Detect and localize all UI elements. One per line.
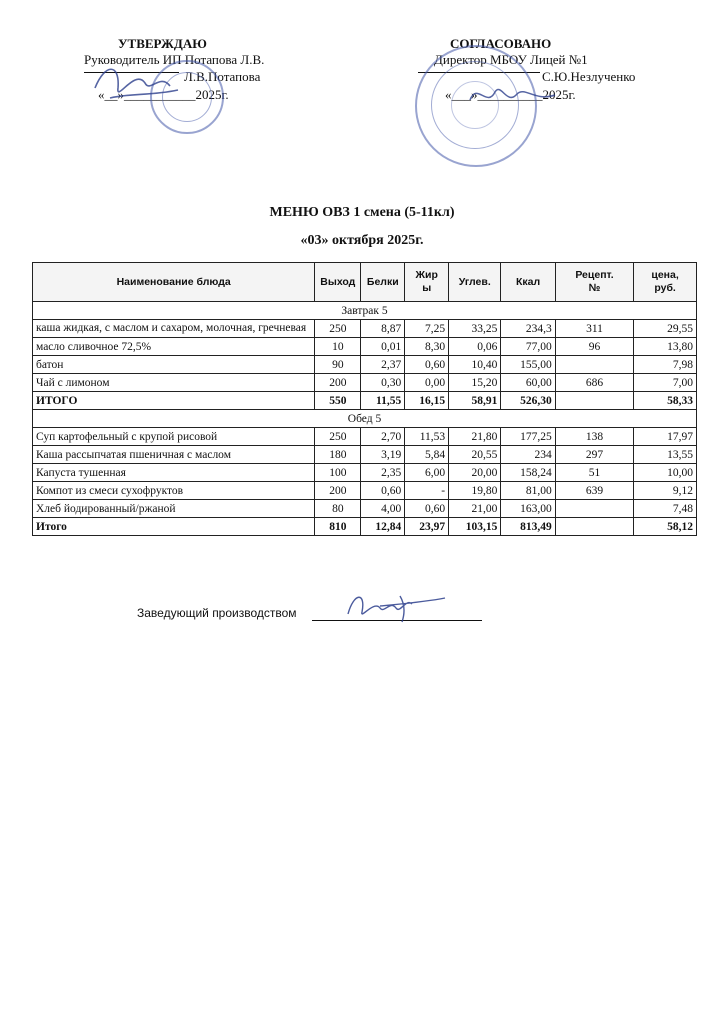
cell-fat: 8,30 bbox=[405, 338, 449, 356]
cell-carbs: 20,00 bbox=[449, 464, 501, 482]
total-recipe bbox=[555, 518, 633, 536]
cell-output: 90 bbox=[315, 356, 361, 374]
cell-recipe: 51 bbox=[555, 464, 633, 482]
cell-price: 13,55 bbox=[634, 446, 697, 464]
cell-carbs: 33,25 bbox=[449, 320, 501, 338]
cell-recipe bbox=[555, 500, 633, 518]
cell-fat: 6,00 bbox=[405, 464, 449, 482]
approve-position: Руководитель ИП Потапова Л.В. bbox=[84, 52, 265, 67]
cell-output: 250 bbox=[315, 428, 361, 446]
cell-fat: 0,00 bbox=[405, 374, 449, 392]
col-header-output: Выход bbox=[315, 263, 361, 302]
cell-kcal: 234 bbox=[501, 446, 555, 464]
cell-carbs: 19,80 bbox=[449, 482, 501, 500]
table-row bbox=[33, 320, 697, 338]
cell-output: 200 bbox=[315, 374, 361, 392]
cell-carbs: 20,55 bbox=[449, 446, 501, 464]
total-protein: 12,84 bbox=[361, 518, 405, 536]
cell-price: 9,12 bbox=[634, 482, 697, 500]
cell-carbs: 0,06 bbox=[449, 338, 501, 356]
total-kcal: 526,30 bbox=[501, 392, 555, 410]
cell-name: Хлеб йодированный/ржаной bbox=[33, 500, 315, 518]
total-price: 58,33 bbox=[634, 392, 697, 410]
table-row bbox=[33, 356, 697, 374]
cell-recipe: 297 bbox=[555, 446, 633, 464]
cell-output: 200 bbox=[315, 482, 361, 500]
col-header-fat: Жир ы bbox=[405, 263, 449, 302]
table-row bbox=[33, 446, 697, 464]
total-price: 58,12 bbox=[634, 518, 697, 536]
total-protein: 11,55 bbox=[361, 392, 405, 410]
cell-recipe: 96 bbox=[555, 338, 633, 356]
table-row bbox=[33, 482, 697, 500]
cell-name: Каша рассыпчатая пшеничная с маслом bbox=[33, 446, 315, 464]
table-row bbox=[33, 338, 697, 356]
col-header-carbs: Углев. bbox=[449, 263, 501, 302]
cell-fat: 0,60 bbox=[405, 356, 449, 374]
col-header-name: Наименование блюда bbox=[33, 263, 315, 302]
cell-kcal: 234,3 bbox=[501, 320, 555, 338]
cell-name: батон bbox=[33, 356, 315, 374]
cell-output: 10 bbox=[315, 338, 361, 356]
total-carbs: 58,91 bbox=[449, 392, 501, 410]
cell-kcal: 77,00 bbox=[501, 338, 555, 356]
section-label: Обед 5 bbox=[33, 410, 697, 428]
cell-protein: 0,60 bbox=[361, 482, 405, 500]
cell-name: Капуста тушенная bbox=[33, 464, 315, 482]
section-row bbox=[33, 302, 697, 320]
cell-fat: 11,53 bbox=[405, 428, 449, 446]
agree-position: Директор МБОУ Лицей №1 bbox=[434, 52, 588, 67]
total-name: ИТОГО bbox=[33, 392, 315, 410]
footer-label: Заведующий производством bbox=[137, 606, 297, 620]
cell-carbs: 21,00 bbox=[449, 500, 501, 518]
agree-date: «___»__________2025г. bbox=[445, 87, 576, 102]
cell-protein: 8,87 bbox=[361, 320, 405, 338]
agree-heading: СОГЛАСОВАНО bbox=[450, 36, 552, 51]
cell-output: 80 bbox=[315, 500, 361, 518]
total-output: 550 bbox=[315, 392, 361, 410]
cell-price: 29,55 bbox=[634, 320, 697, 338]
cell-fat: 0,60 bbox=[405, 500, 449, 518]
total-row bbox=[33, 518, 697, 536]
section-row bbox=[33, 410, 697, 428]
cell-name: Компот из смеси сухофруктов bbox=[33, 482, 315, 500]
cell-name: масло сливочное 72,5% bbox=[33, 338, 315, 356]
table-row bbox=[33, 500, 697, 518]
cell-protein: 2,35 bbox=[361, 464, 405, 482]
menu-table bbox=[32, 262, 697, 536]
cell-recipe: 686 bbox=[555, 374, 633, 392]
cell-price: 7,98 bbox=[634, 356, 697, 374]
approve-date: «__»___________2025г. bbox=[98, 87, 229, 102]
cell-output: 250 bbox=[315, 320, 361, 338]
total-fat: 23,97 bbox=[405, 518, 449, 536]
cell-recipe: 639 bbox=[555, 482, 633, 500]
total-row bbox=[33, 392, 697, 410]
total-name: Итого bbox=[33, 518, 315, 536]
col-header-recipe: Рецепт. № bbox=[555, 263, 633, 302]
section-label: Завтрак 5 bbox=[33, 302, 697, 320]
col-header-kcal: Ккал bbox=[501, 263, 555, 302]
cell-name: Чай с лимоном bbox=[33, 374, 315, 392]
table-row bbox=[33, 464, 697, 482]
total-carbs: 103,15 bbox=[449, 518, 501, 536]
cell-name: каша жидкая, с маслом и сахаром, молочная, гречневая bbox=[33, 320, 315, 338]
total-recipe bbox=[555, 392, 633, 410]
cell-protein: 4,00 bbox=[361, 500, 405, 518]
cell-kcal: 177,25 bbox=[501, 428, 555, 446]
cell-output: 180 bbox=[315, 446, 361, 464]
total-kcal: 813,49 bbox=[501, 518, 555, 536]
col-header-protein: Белки bbox=[361, 263, 405, 302]
approve-heading: УТВЕРЖДАЮ bbox=[118, 36, 207, 51]
menu-title: МЕНЮ ОВЗ 1 смена (5-11кл) bbox=[269, 205, 455, 220]
cell-fat: - bbox=[405, 482, 449, 500]
agree-handwritten-signature bbox=[465, 80, 560, 115]
cell-price: 7,00 bbox=[634, 374, 697, 392]
menu-body bbox=[33, 302, 697, 536]
cell-price: 10,00 bbox=[634, 464, 697, 482]
cell-price: 17,97 bbox=[634, 428, 697, 446]
table-row bbox=[33, 428, 697, 446]
cell-recipe bbox=[555, 356, 633, 374]
cell-protein: 3,19 bbox=[361, 446, 405, 464]
cell-kcal: 81,00 bbox=[501, 482, 555, 500]
cell-recipe: 311 bbox=[555, 320, 633, 338]
cell-kcal: 158,24 bbox=[501, 464, 555, 482]
cell-protein: 0,01 bbox=[361, 338, 405, 356]
cell-carbs: 10,40 bbox=[449, 356, 501, 374]
cell-price: 7,48 bbox=[634, 500, 697, 518]
cell-kcal: 155,00 bbox=[501, 356, 555, 374]
cell-kcal: 60,00 bbox=[501, 374, 555, 392]
cell-protein: 2,37 bbox=[361, 356, 405, 374]
cell-protein: 2,70 bbox=[361, 428, 405, 446]
approve-handwritten-signature bbox=[90, 58, 185, 108]
cell-recipe: 138 bbox=[555, 428, 633, 446]
approve-name: Л.В.Потапова bbox=[184, 69, 261, 84]
cell-name: Суп картофельный с крупой рисовой bbox=[33, 428, 315, 446]
menu-date: «03» октября 2025г. bbox=[300, 233, 424, 248]
cell-carbs: 21,80 bbox=[449, 428, 501, 446]
col-header-price: цена, руб. bbox=[634, 263, 697, 302]
table-header-row bbox=[33, 263, 697, 302]
cell-carbs: 15,20 bbox=[449, 374, 501, 392]
cell-kcal: 163,00 bbox=[501, 500, 555, 518]
cell-protein: 0,30 bbox=[361, 374, 405, 392]
total-output: 810 bbox=[315, 518, 361, 536]
footer-handwritten-signature bbox=[340, 586, 450, 626]
total-fat: 16,15 bbox=[405, 392, 449, 410]
table-row bbox=[33, 374, 697, 392]
agree-name: С.Ю.Незлученко bbox=[542, 69, 636, 84]
cell-fat: 7,25 bbox=[405, 320, 449, 338]
cell-fat: 5,84 bbox=[405, 446, 449, 464]
cell-price: 13,80 bbox=[634, 338, 697, 356]
cell-output: 100 bbox=[315, 464, 361, 482]
